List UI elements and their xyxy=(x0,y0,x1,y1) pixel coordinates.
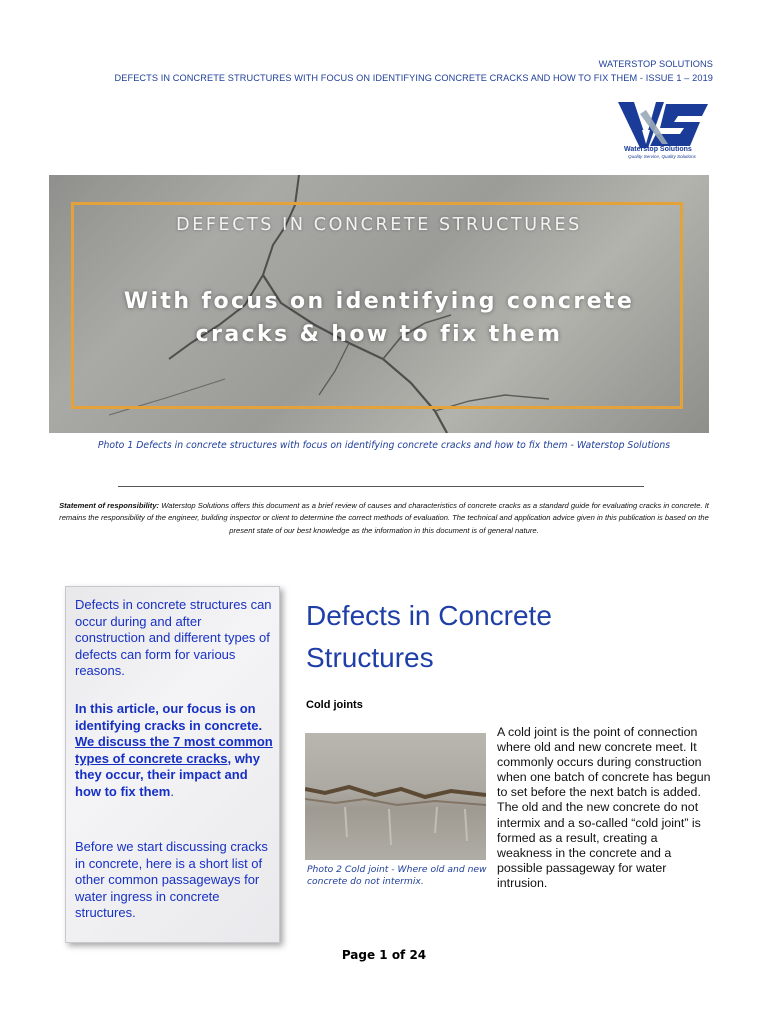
sidebar-p2-text-b: , why they occur, their impact and how to fix them xyxy=(75,750,260,799)
statement-text: Waterstop Solutions offers this document as a brief review of causes and characteristics of concrete cracks as a standard guide for evaluating cracks in concrete. It remains the responsibility of the engineer, building inspector or client to determine the correct methods of evaluation. The technical and application advice given in this publication is based on the present state of our best knowledge as the information in this document is of general nature. xyxy=(59,501,709,535)
sidebar-p2-text-a: In this article, our focus is on identifying cracks in concrete. xyxy=(75,701,263,733)
sidebar-paragraph-2 xyxy=(75,701,275,801)
hero-title: DEFECTS IN CONCRETE STRUCTURES xyxy=(176,215,582,235)
header-title: DEFECTS IN CONCRETE STRUCTURES WITH FOCUS ON IDENTIFYING CONCRETE CRACKS AND HOW TO FIX THEM - ISSUE 1 – 2019 xyxy=(114,73,713,83)
statement-of-responsibility xyxy=(57,500,711,537)
hero-subtitle-line-2: cracks & how to fix them xyxy=(195,322,563,347)
cold-joint-texture xyxy=(305,733,486,860)
cold-joint-description: A cold joint is the point of connection where old and new concrete meet. It commonly occurs during construction when one batch of concrete has begun to set before the next batch is added. The old and the new concrete do not intermix and a so-called “cold joint” is formed as a result, creating a weakness in the concrete and a possible passageway for water intrusion. xyxy=(497,725,711,890)
photo-1-caption: Photo 1 Defects in concrete structures with focus on identifying concrete cracks and how to fix them - Waterstop Solutions xyxy=(97,440,671,451)
divider-line xyxy=(118,486,644,487)
running-header xyxy=(115,57,713,85)
intro-sidebar xyxy=(65,586,280,943)
logo-name: Waterstop Solutions xyxy=(624,146,692,153)
section-heading: Defects in Concrete Structures xyxy=(306,600,552,673)
header-company: WATERSTOP SOLUTIONS xyxy=(598,59,713,69)
subsection-heading: Cold joints xyxy=(306,699,363,711)
photo-2-caption: Photo 2 Cold joint - Where old and new concrete do not intermix. xyxy=(307,864,487,887)
article-link[interactable]: We discuss the 7 most common types of concrete cracks xyxy=(75,734,273,766)
page-number: Page 1 of 24 xyxy=(341,948,427,962)
statement-label: Statement of responsibility: xyxy=(59,501,160,510)
sidebar-paragraph-3: Before we start discussing cracks in concrete, here is a short list of other common passageways for water ingress in concrete structures. xyxy=(75,839,268,921)
hero-image xyxy=(49,175,709,433)
sidebar-p2-text-c: . xyxy=(170,783,174,799)
logo-tagline: Quality Service, Quality Solutions xyxy=(628,154,696,159)
hero-subtitle-line-1: With focus on identifying concrete xyxy=(123,289,635,314)
cold-joint-photo xyxy=(305,733,486,860)
sidebar-paragraph-1: Defects in concrete structures can occur during and after construction and different types of defects can form for various reasons. xyxy=(75,597,272,679)
hero-subtitle xyxy=(49,285,709,351)
